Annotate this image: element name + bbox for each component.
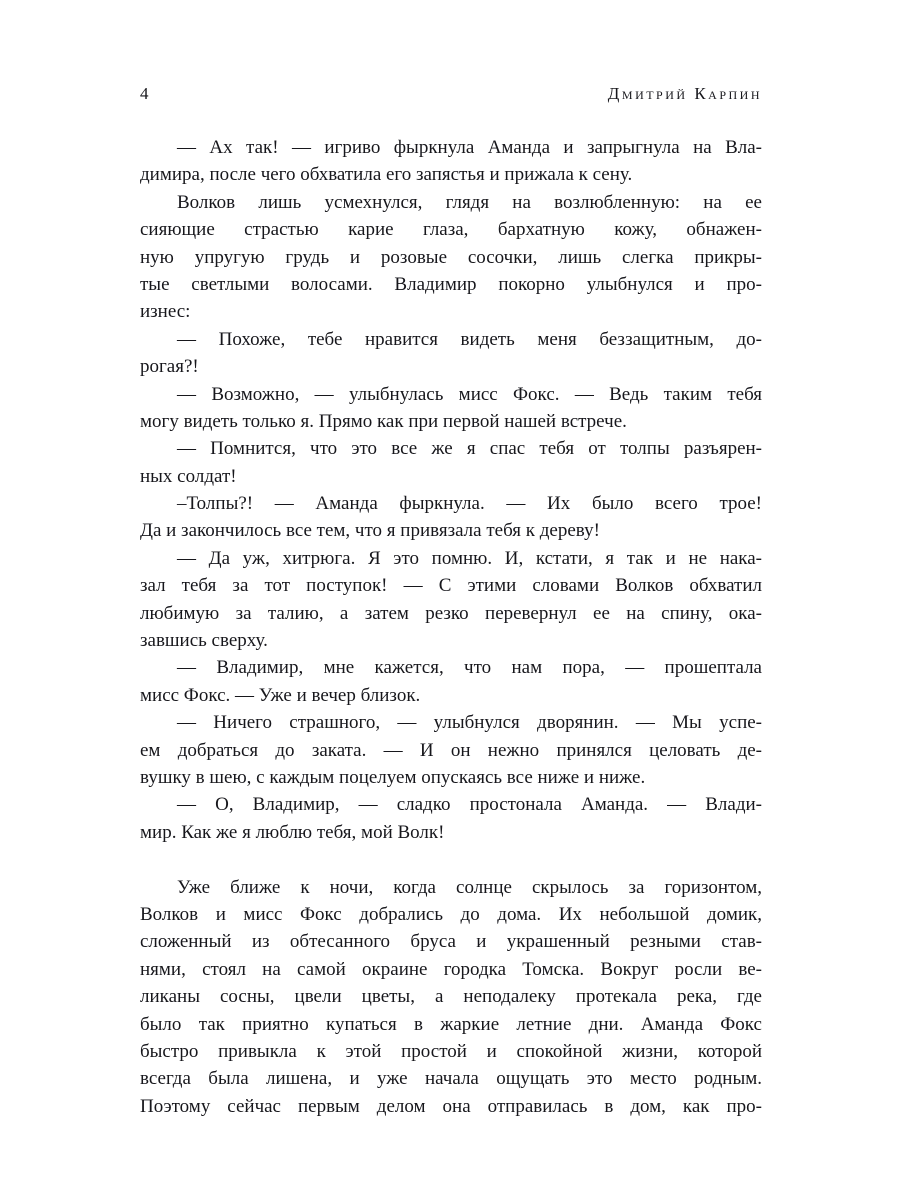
paragraph: [140, 654, 762, 709]
text-line: быстро привыкла к этой простой и спокойной жизни, которой: [140, 1040, 762, 1062]
text-line: завшись сверху.: [140, 630, 268, 652]
text-line: — Помнится, что это все же я спас тебя от толпы разъярен-: [177, 438, 762, 460]
running-head-author: Дмитрий Карпин: [607, 84, 762, 103]
text-line: ем добраться до заката. — И он нежно принялся целовать де-: [140, 739, 762, 761]
text-line: –Толпы?! — Аманда фыркнула. — Их было всего трое!: [177, 493, 762, 515]
text-line: — Возможно, — улыбнулась мисс Фокс. — Ведь таким тебя: [177, 383, 762, 405]
text-line: Волков и мисс Фокс добрались до дома. Их небольшой домик,: [140, 903, 762, 925]
text-line: сияющие страстью карие глаза, бархатную кожу, обнажен-: [140, 219, 762, 241]
text-line: димира, после чего обхватила его запястья и прижала к сену.: [140, 164, 633, 186]
paragraph: [140, 134, 762, 189]
page-number: 4: [140, 84, 149, 103]
paragraph: [140, 545, 762, 655]
text-line: — Владимир, мне кажется, что нам пора, — прошептала: [177, 657, 762, 679]
paragraph: [140, 189, 762, 326]
text-line: тые светлыми волосами. Владимир покорно улыбнулся и про-: [140, 273, 762, 295]
page-header: [140, 84, 762, 104]
text-line: нями, стоял на самой окраине городка Томска. Вокруг росли ве-: [140, 958, 762, 980]
paragraph: [140, 326, 762, 381]
paragraph: [140, 791, 762, 846]
text-line: сложенный из обтесанного бруса и украшенный резными став-: [140, 931, 762, 953]
text-line: Уже ближе к ночи, когда солнце скрылось за горизонтом,: [177, 876, 762, 898]
text-line: изнес:: [140, 301, 191, 323]
text-line: — Да уж, хитрюга. Я это помню. И, кстати, я так и не нака-: [177, 547, 762, 569]
text-line: — О, Владимир, — сладко простонала Аманда. — Влади-: [177, 794, 762, 816]
text-line: мир. Как же я люблю тебя, мой Волк!: [140, 821, 445, 843]
text-line: Поэтому сейчас первым делом она отправилась в дом, как про-: [140, 1095, 762, 1117]
text-line: вушку в шею, с каждым поцелуем опускаясь все ниже и ниже.: [140, 766, 646, 788]
text-line: было так приятно купаться в жаркие летние дни. Аманда Фокс: [140, 1013, 762, 1035]
text-line: всегда была лишена, и уже начала ощущать это место родным.: [140, 1068, 762, 1090]
text-line: ных солдат!: [140, 465, 237, 487]
paragraph: [140, 490, 762, 545]
text-line: — Похоже, тебе нравится видеть меня беззащитным, до-: [177, 328, 762, 350]
text-line: могу видеть только я. Прямо как при первой нашей встрече.: [140, 410, 627, 432]
text-line: — Ах так! — игриво фыркнула Аманда и запрыгнула на Вла-: [177, 137, 762, 158]
text-line: ную упругую грудь и розовые сосочки, лишь слегка прикры-: [140, 246, 762, 268]
text-line: любимую за талию, а затем резко перевернул ее на спину, ока-: [140, 602, 762, 624]
text-line: ликаны сосны, цвели цветы, а неподалеку протекала река, где: [140, 986, 762, 1008]
text-line: рогая?!: [140, 356, 199, 378]
text-line: — Ничего страшного, — улыбнулся дворянин. — Мы успе-: [177, 712, 762, 734]
text-line: мисс Фокс. — Уже и вечер близок.: [140, 684, 421, 706]
text-line: Волков лишь усмехнулся, глядя на возлюбленную: на ее: [177, 191, 762, 213]
text-line: зал тебя за тот поступок! — С этими словами Волков обхватил: [140, 575, 762, 597]
paragraph: [140, 709, 762, 791]
paragraph: [140, 874, 762, 1121]
text-line: Да и закончилось все тем, что я привязала тебя к дереву!: [140, 520, 600, 542]
paragraph: [140, 381, 762, 436]
body-text: [140, 134, 762, 1120]
paragraph: [140, 435, 762, 490]
